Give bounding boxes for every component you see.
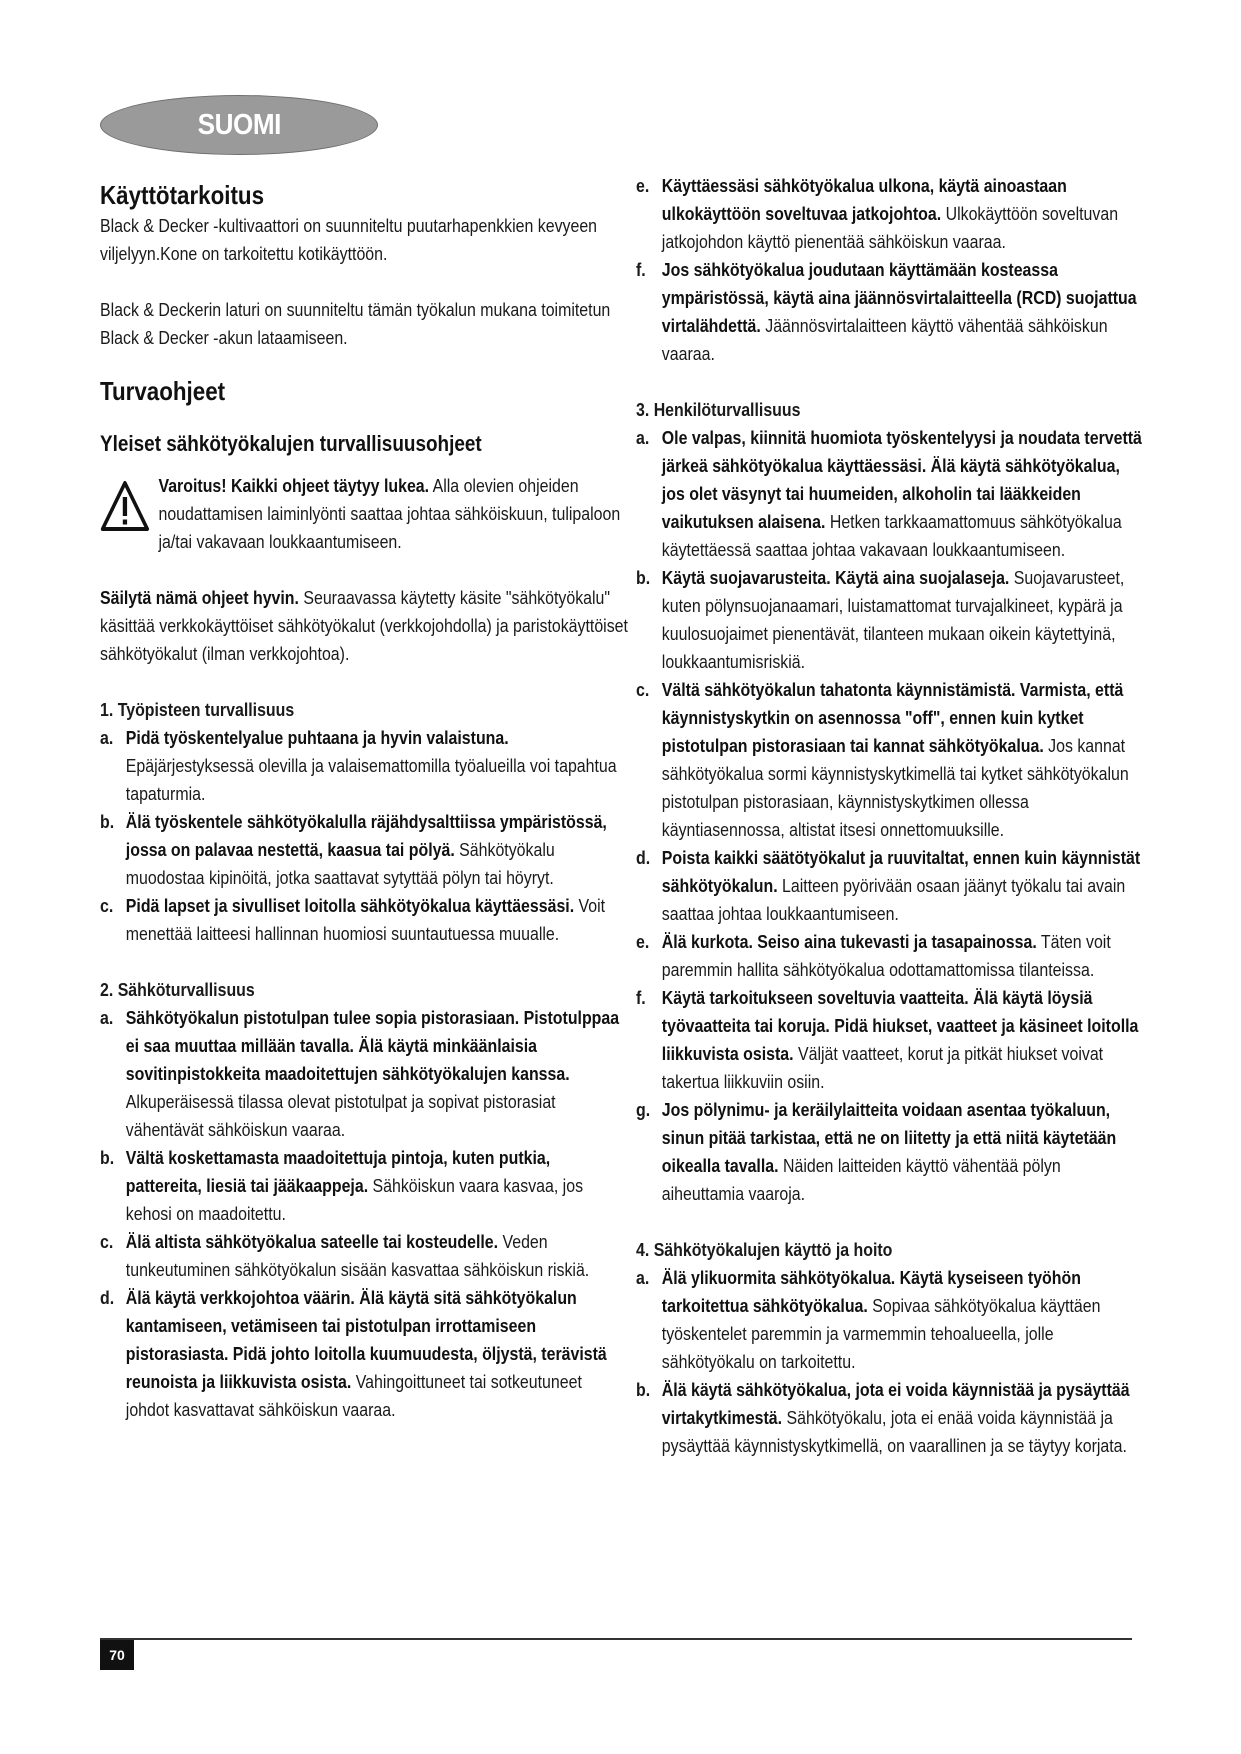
keep-rest: Seuraavassa käytetty käsite "sähkötyökalu" käsittää verkkokäyttöiset sähkötyökalut (verkkojohdolla) ja paristokäyttöiset sähkötyökalut (ilman verkkojohtoa).	[100, 587, 628, 664]
list-item: f. Käytä tarkoitukseen soveltuvia vaatteita. Älä käytä löysiä työvaatteita tai koruja. Pidä hiukset, vaatteet ja käsineet loitolla liikkuvista osista. Väljät vaatteet, korut ja pitkät hiukset voivat takertua liikkuviin osiin.	[636, 987, 1139, 1092]
section-4	[636, 1236, 1145, 1460]
language-badge	[100, 95, 378, 155]
list-item: d. Älä käytä verkkojohtoa väärin. Älä käytä sitä sähkötyökalun kantamiseen, vetämiseen tai pistotulpan irrottamiseen pistorasiasta. Pidä johto loitolla kuumuudesta, öljystä, terävistä reunoista ja liikkuvista osista. Vahingoittuneet tai sotkeutuneet johdot kasvattavat sähköiskun vaaraa.	[100, 1287, 607, 1420]
section-3	[636, 396, 1145, 1208]
page-number: 70	[100, 1640, 134, 1670]
list-item: b. Käytä suojavarusteita. Käytä aina suojalaseja. Suojavarusteet, kuten pölynsuojanaamari, luistamattomat turvajalkineet, kypärä ja kuulosuojaimet pienentävät, tilanteen mukaan oikein käytettyinä, loukkaantumisriskiä.	[636, 567, 1125, 672]
list-item: e. Käyttäessäsi sähkötyökalua ulkona, käytä ainoastaan ulkokäyttöön soveltuvaa jatkojohtoa. Ulkokäyttöön soveltuvan jatkojohdon käyttö pienentää sähköiskun vaaraa.	[636, 175, 1119, 252]
section-4-title: 4. Sähkötyökalujen käyttö ja hoito	[636, 1239, 893, 1260]
left-column	[100, 172, 630, 1424]
list-item: a. Sähkötyökalun pistotulpan tulee sopia pistorasiaan. Pistotulppaa ei saa muuttaa millään tavalla. Älä käytä minkäänlaisia sovitinpistokkeita maadoitettujen sähkötyökalujen kanssa. Alkuperäisessä tilassa olevat pistotulpat ja sopivat pistorasiat vähentävät sähköiskun vaaraa.	[100, 1007, 620, 1140]
general-safety-title: Yleiset sähkötyökalujen turvallisuusohjeet	[100, 431, 482, 456]
list-item: c. Vältä sähkötyökalun tahatonta käynnistämistä. Varmista, että käynnistyskytkin on asennossa "off", ennen kuin kytket pistotulpan pistorasiaan tai kannat sähkötyökalua. Jos kannat sähkötyökalua sormi käynnistyskytkimellä tai kytket sähkötyökalun pistotulpan pistorasiaan, käynnistyskytkimen ollessa käyntiasennossa, altistat itsesi onnettomuuksille.	[636, 679, 1129, 840]
section-2	[100, 976, 629, 1424]
intended-use-p2: Black & Deckerin laturi on suunniteltu tämän työkalun mukana toimitetun Black & Decker -akun lataamiseen.	[100, 299, 611, 348]
intended-use-title: Käyttötarkoitus	[100, 180, 265, 210]
language-label: SUOMI	[197, 108, 281, 141]
warning-text	[158, 472, 628, 556]
list-item: a. Pidä työskentelyalue puhtaana ja hyvin valaistuna. Epäjärjestyksessä olevilla ja valaisemattomilla työalueilla voi tapahtua tapaturmia.	[100, 727, 617, 804]
warning-block	[100, 472, 629, 556]
list-item: b. Älä työskentele sähkötyökalulla räjähdysalttiissa ympäristössä, jossa on palavaa nestettä, kaasua tai pölyä. Sähkötyökalu muodostaa kipinöitä, jotka saattavat sytyttää pölyn tai höyryt.	[100, 811, 607, 888]
section-2-title: 2. Sähköturvallisuus	[100, 979, 255, 1000]
list-item: d. Poista kaikki säätötyökalut ja ruuvitaltat, ennen kuin käynnistät sähkötyökalun. Laitteen pyörivään osaan jäänyt työkalu tai avain saattaa johtaa loukkaantumiseen.	[636, 847, 1141, 924]
keep-bold: Säilytä nämä ohjeet hyvin.	[100, 587, 299, 608]
warning-rest: Alla olevien ohjeiden noudattamisen laiminlyönti saattaa johtaa sähköiskuun, tulipaloon ja/tai vakavaan loukkaantumiseen.	[158, 475, 621, 552]
keep-instructions	[100, 584, 629, 668]
list-item: b. Vältä koskettamasta maadoitettuja pintoja, kuten putkia, pattereita, liesiä tai jääkaappeja. Sähköiskun vaara kasvaa, jos kehosi on maadoitettu.	[100, 1147, 584, 1224]
list-item: e. Älä kurkota. Seiso aina tukevasti ja tasapainossa. Täten voit paremmin hallita sähkötyökalua odottamattomissa tilanteissa.	[636, 931, 1111, 980]
list-item: f. Jos sähkötyökalua joudutaan käyttämään kosteassa ympäristössä, käytä aina jäännösvirtalaitteella (RCD) suojattua virtalähdettä. Jäännösvirtalaitteen käyttö vähentää sähköiskun vaaraa.	[636, 259, 1137, 364]
section-1-title: 1. Työpisteen turvallisuus	[100, 699, 295, 720]
section-2-continued	[636, 172, 1145, 368]
section-1	[100, 696, 629, 948]
footer-rule	[100, 1638, 1132, 1640]
warning-bold: Varoitus! Kaikki ohjeet täytyy lukea.	[158, 475, 430, 496]
list-item: a. Älä ylikuormita sähkötyökalua. Käytä kyseiseen työhön tarkoitettua sähkötyökalua. Sopivaa sähkötyökalua käyttäen työskentelet paremmin ja varmemmin tehoalueella, jolle sähkötyökalu on tarkoitettu.	[636, 1267, 1101, 1372]
intended-use-p1: Black & Decker -kultivaattori on suunniteltu puutarhapenkkien kevyeen viljelyyn.Kone on tarkoitettu kotikäyttöön.	[100, 215, 598, 264]
section-3-title: 3. Henkilöturvallisuus	[636, 399, 801, 420]
list-item: a. Ole valpas, kiinnitä huomiota työskentelyysi ja noudata tervettä järkeä sähkötyökalua käyttäessäsi. Älä käytä sähkötyökalua, jos olet väsynyt tai huumeiden, alkoholin tai lääkkeiden vaikutuksen alaisena. Hetken tarkkaamattomuus sähkötyökalua käytettäessä saattaa johtaa vakavaan loukkaantumiseen.	[636, 427, 1142, 560]
safety-title: Turvaohjeet	[100, 376, 226, 406]
warning-triangle-icon	[100, 480, 150, 532]
right-column	[636, 172, 1146, 1460]
list-item: c. Pidä lapset ja sivulliset loitolla sähkötyökalua käyttäessäsi. Voit menettää laitteesi hallinnan huomiosi suuntautuessa muualle.	[100, 895, 606, 944]
list-item: b. Älä käytä sähkötyökalua, jota ei voida käynnistää ja pysäyttää virtakytkimestä. Sähkötyökalu, jota ei enää voida käynnistää ja pysäyttää käynnistyskytkimellä, on vaarallinen ja se täytyy korjata.	[636, 1379, 1130, 1456]
list-item: g. Jos pölynimu- ja keräilylaitteita voidaan asentaa työkaluun, sinun pitää tarkistaa, että ne on liitetty ja että niitä käytetään oikealla tavalla. Näiden laitteiden käyttö vähentää pölyn aiheuttamia vaaroja.	[636, 1099, 1117, 1204]
list-item: c. Älä altista sähkötyökalua sateelle tai kosteudelle. Veden tunkeutuminen sähkötyökalun sisään kasvattaa sähköiskun riskiä.	[100, 1231, 590, 1280]
